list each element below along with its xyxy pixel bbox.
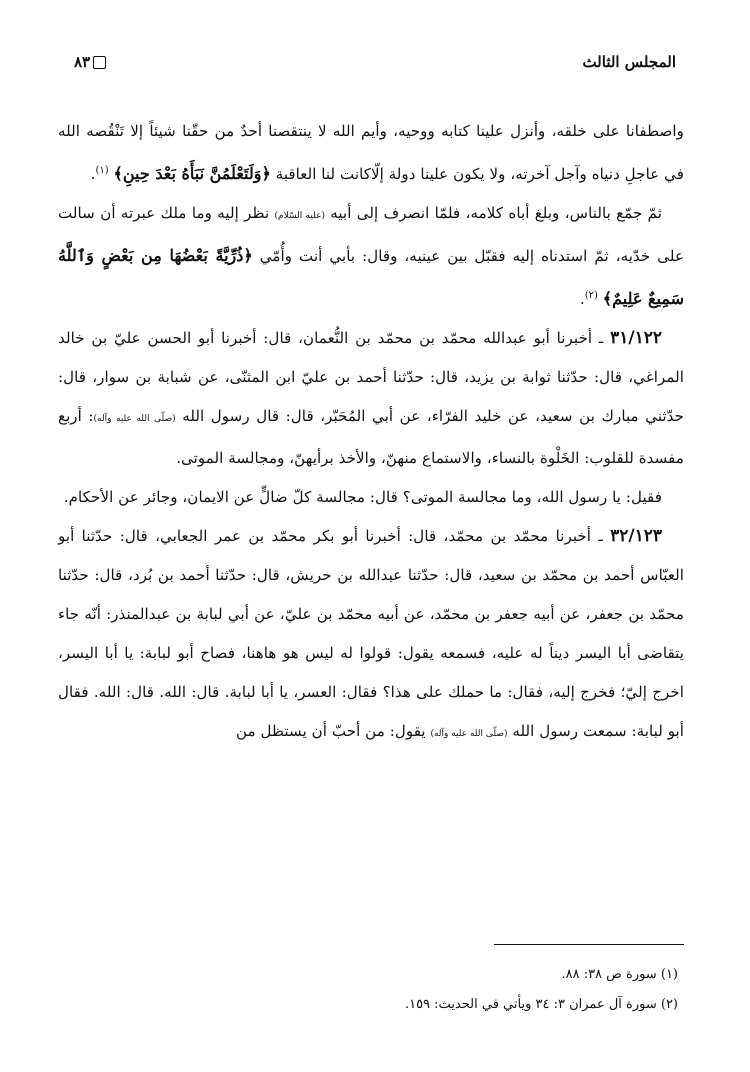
hadith-text: : أربع مفسدة للقلوب: الخَلْوة بالنساء، والاستماع منهنّ، والأخذ برأيهنّ، ومجالسة الموتى. [58, 407, 684, 468]
quran-verse: ﴿وَلَتَعْلَمُنَّ نَبَأَهُ بَعْدَ حِينِ﴾ [113, 164, 271, 184]
hadith-text: ـ أخبرنا محمّد بن محمّد، قال: أخبرنا أبو بكر محمّد بن عمر الجعابي، قال: حدّثنا أبو العبّاس أحمد بن محمّد بن سعيد، قال: حدّثنا عبدالله بن حريش، قال: حدّثنا أحمد بن بُرد، قال: حدّثنا محمّد بن جعفر، عن أبيه جعفر بن محمّد، عن أبيه محمّد بن عليّ، عن أبي لبابة بن عبدالمنذر: أنّه جاء يتقاضى أبا اليسر ديناً له عليه، فسمعه يقول: قولوا له ليس هو هاهنا، فصاح أبو لبابة: يا أبا اليسر، اخرج إليّ؛ فخرج إليه، فقال: ما حملك على هذا؟ فقال: العسر، يا أبا لبابة. قال: الله. قال: الله. فقال أبو لبابة: سمعت رسول الله [58, 527, 684, 741]
paragraph: ثمّ جمّع بالناس، وبلغ أباه كلامه، فلمّا انصرف إلى أبيه (عليه السّلام) نظر إليه وما ملك عبرته أن سالت على خدّيه، ثمّ استدناه إليه فقبّل بين عينيه، وقال: بأبي أنت وأُمّي ﴿ذُرِّيَّةً بَعْضُهَا مِن بَعْضٍ وَٱللَّهُ سَمِيعٌ عَلِيمٌ﴾ $^{(٢)}$. [58, 204, 685, 309]
hadith-number: ٣١/١٢٢ [610, 328, 662, 349]
paragraph: واصطفانا على خلقه، وأنزل علينا كتابه ووحيه، وأيم الله لا ينتقصنا أحدٌ من حقّنا شيئاً إلا تَنْقُصه الله في عاجلِ دنياه وآجل آخرته، ولا يكون علينا دولة إلّاكانت لنا العاقبة ﴿وَلَتَعْلَمُنَّ نَبَأَهُ بَعْدَ حِينِ﴾ $^{(١)}$. [58, 122, 684, 184]
footnote-ref: (٢) [584, 290, 598, 302]
hadith-text: يقول: من أحبّ أن يستظل من [235, 722, 426, 741]
hadith-number: ٣٢/١٢٣ [610, 526, 662, 547]
footnote-ref: (١) [95, 165, 109, 176]
hadith-entry [58, 517, 684, 754]
main-text [58, 112, 684, 754]
page-number-value: ٨٣ [74, 53, 91, 71]
paragraph-text: نظر إليه وما ملك عبرته أن سالت على خدّيه، ثمّ استدناه إليه فقبّل بين عينيه، وقال: بأبي أنت وأُمّي [58, 204, 685, 266]
honorific: (صلّى الله عليه وآله) [93, 414, 176, 425]
footnote: (٢) سورة آل عمران ٣: ٣٤ ويأتي في الحديث: ١٥٩. [404, 997, 678, 1012]
square-icon [93, 56, 106, 69]
hadith-entry [58, 319, 684, 478]
footnote: (١) سورة ص ٣٨: ٨٨. [561, 967, 678, 982]
running-header [74, 48, 676, 76]
paragraph-text: فقيل: يا رسول الله، وما مجالسة الموتى؟ قال: مجالسة كلّ ضالٍّ عن الايمان، وجائر عن الأحكام. [63, 488, 662, 507]
paragraph-text: ثمّ جمّع بالناس، وبلغ أباه كلامه، فلمّا انصرف إلى أبيه [330, 204, 663, 223]
honorific: (صلّى الله عليه وآله) [430, 729, 508, 740]
page-number [74, 53, 106, 71]
hadith-text: ـ أخبرنا أبو عبدالله محمّد بن محمّد بن النُّعمان، قال: أخبرنا أبو الحسن عليّ بن خالد المراغي، قال: حدّثنا ثوابة بن يزيد، قال: حدّثنا أحمد بن عليّ ابن المثنّى، عن شبابة بن سوار، قال: حدّثني مبارك بن سعيد، عن خليد الفرّاء، عن أبي المُحَبّر، قال: قال رسول الله [58, 329, 685, 426]
footnotes [74, 960, 678, 1020]
paragraph-text: واصطفانا على خلقه، وأنزل علينا كتابه ووحيه، وأيم الله لا ينتقصنا أحدٌ من حقّنا شيئاً إلا تَنْقُصه الله في عاجلِ دنياه وآجل آخرته، ولا يكون علينا دولة إلّاكانت لنا العاقبة [58, 122, 684, 184]
chapter-title: المجلس الثالث [582, 53, 676, 71]
paragraph [58, 478, 684, 517]
honorific: (عليه السّلام) [274, 211, 325, 222]
quran-verse: ﴿ذُرِّيَّةً بَعْضُهَا مِن بَعْضٍ وَٱللَّهُ سَمِيعٌ عَلِيمٌ﴾ [58, 246, 684, 309]
footnote-divider [494, 944, 684, 945]
